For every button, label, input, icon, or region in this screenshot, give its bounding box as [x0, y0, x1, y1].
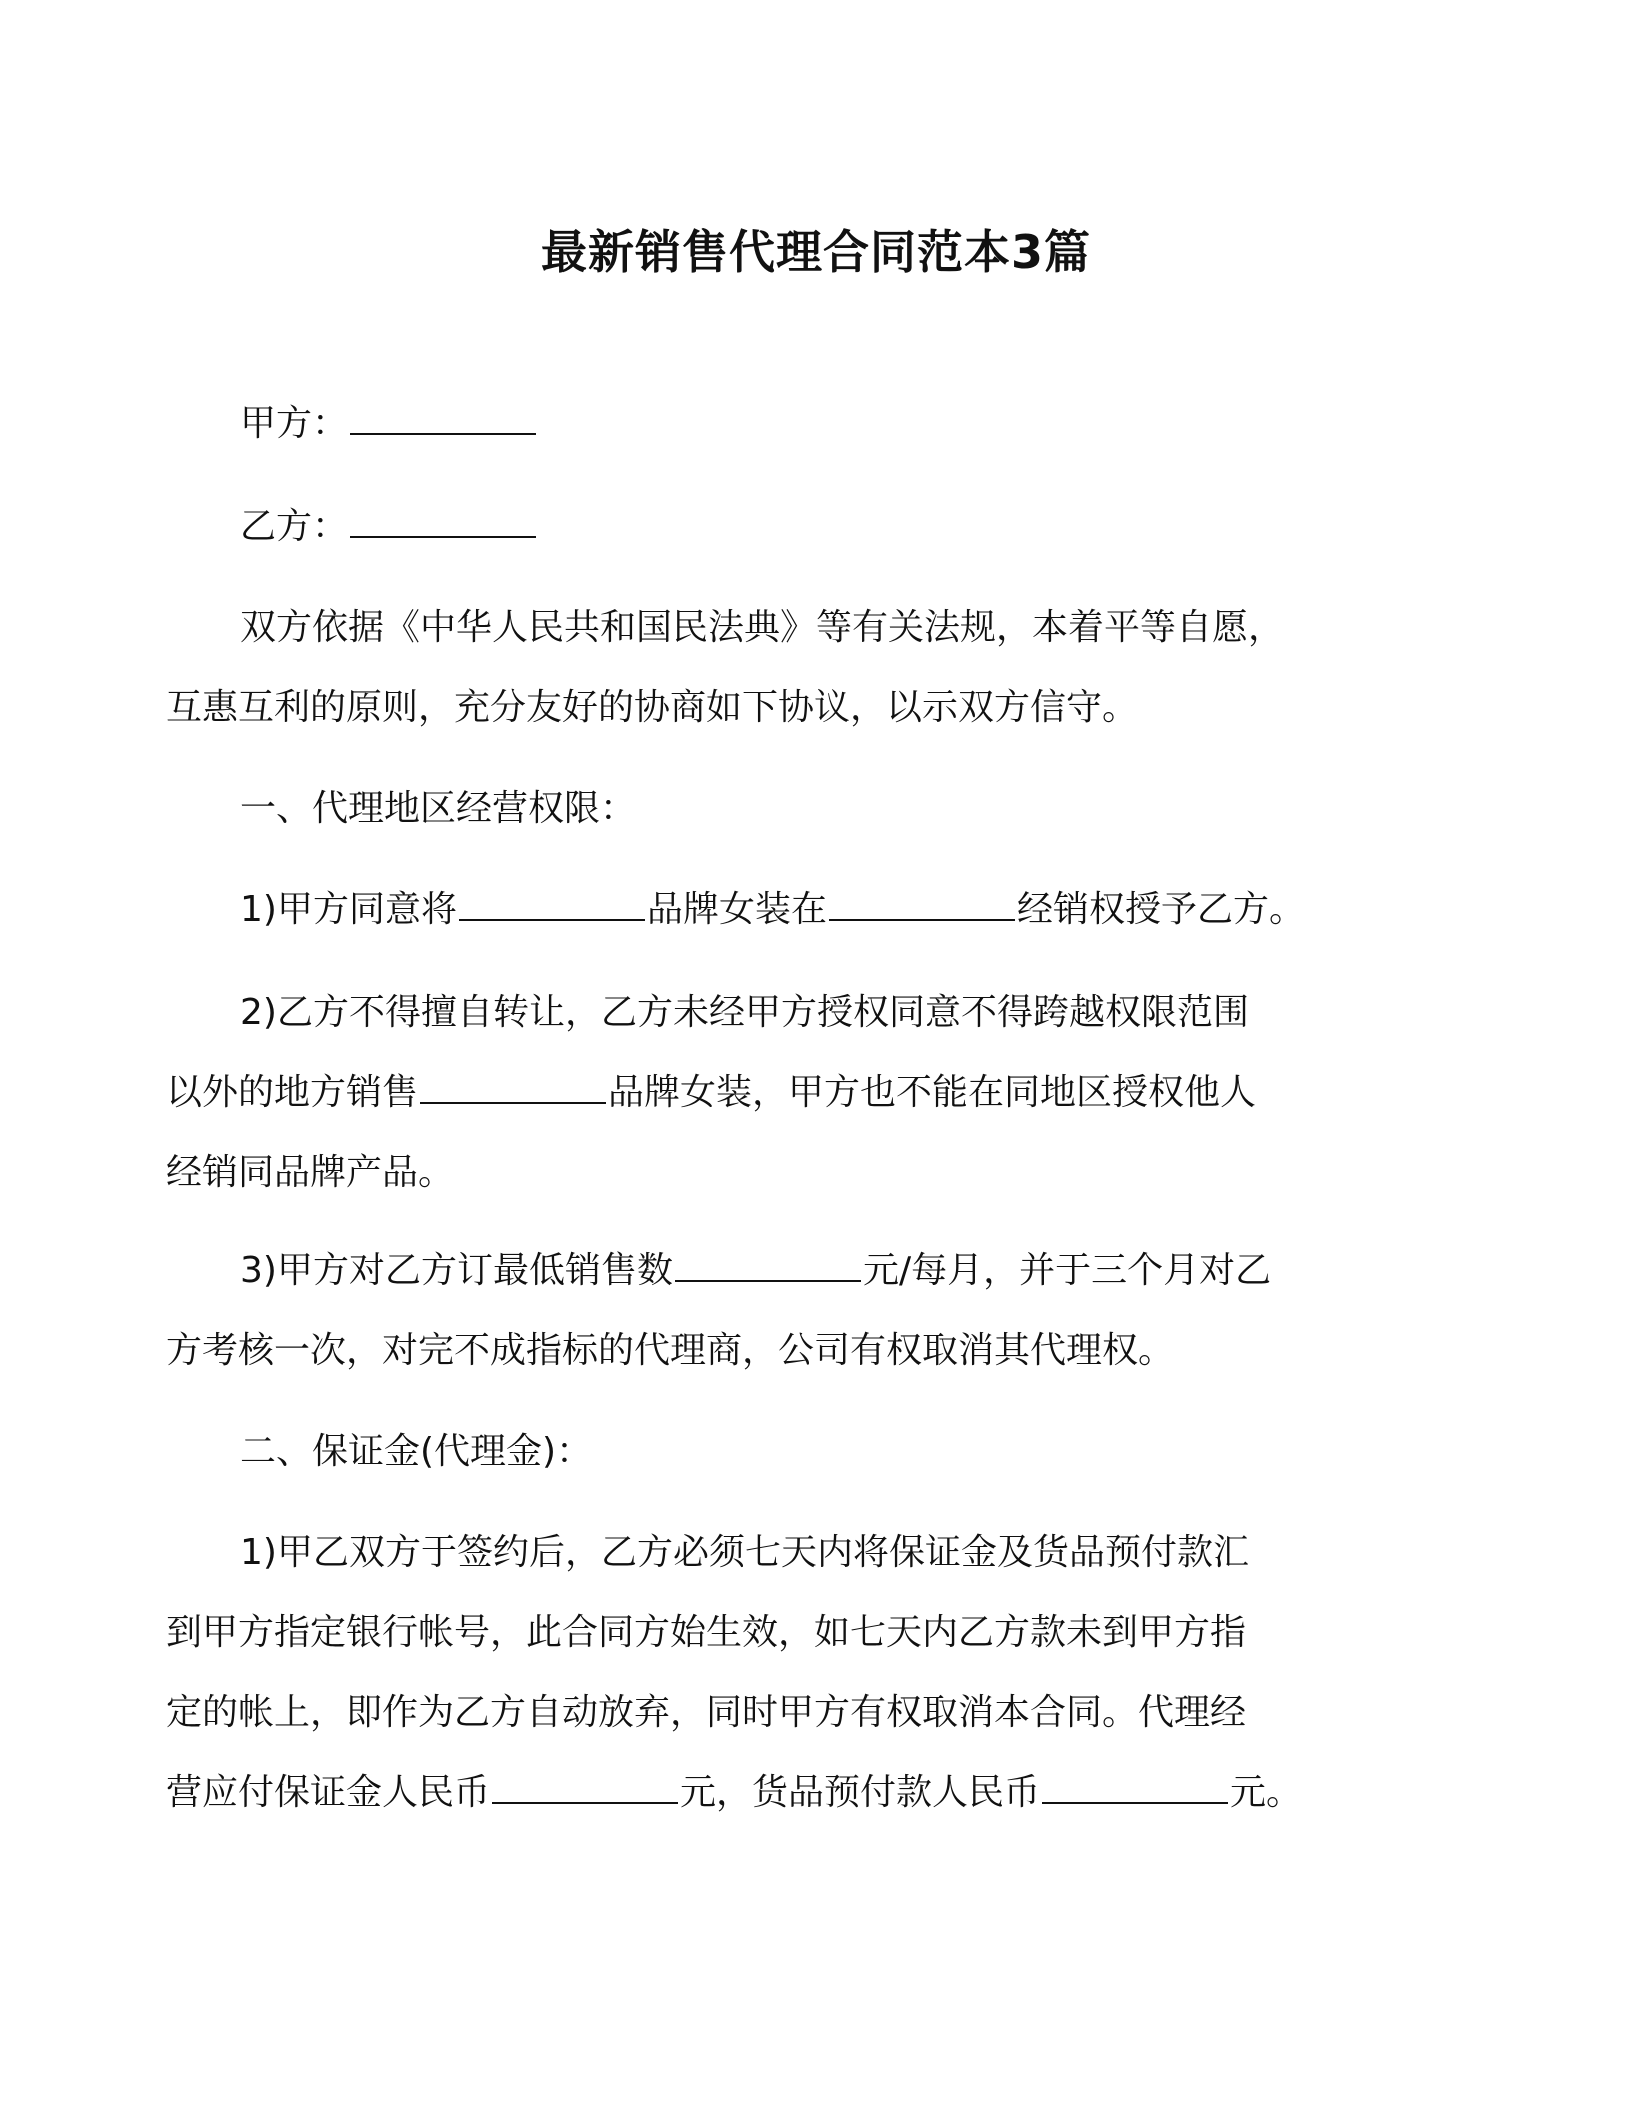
- section-1-item-3: [166, 1231, 1370, 1391]
- brand-blank: [459, 887, 645, 921]
- s1i3-line-2: 方考核一次，对完不成指标的代理商，公司有权取消其代理权。: [166, 1330, 1175, 1371]
- deposit-blank: [492, 1770, 678, 1804]
- s1i2-line-1: 2)乙方不得擅自转让，乙方未经甲方授权同意不得跨越权限范围: [240, 992, 1249, 1033]
- s1i2-line-2: [166, 1053, 1370, 1133]
- s1i1-text-3: 经销权授予乙方。: [1016, 889, 1305, 930]
- prepayment-blank: [1042, 1770, 1228, 1804]
- s1i3-line-1: [240, 1231, 1370, 1311]
- min-sales-blank: [675, 1248, 861, 1282]
- s2i1-line-2: 到甲方指定银行帐号，此合同方始生效，如七天内乙方款未到甲方指: [166, 1612, 1247, 1653]
- s2i1-line-4-text-3: 元。: [1230, 1772, 1303, 1813]
- intro-line-1: 双方依据《中华人民共和国民法典》等有关法规，本着平等自愿，: [240, 607, 1285, 648]
- s1i1-text-1: 1)甲方同意将: [240, 889, 457, 930]
- section-1-item-2: [166, 973, 1370, 1213]
- party-a-line: [240, 384, 1370, 464]
- section-2-heading: 二、保证金(代理金)：: [240, 1431, 593, 1472]
- party-b-label: 乙方：: [240, 506, 349, 547]
- intro-line-2: 互惠互利的原则，充分友好的协商如下协议，以示双方信守。: [166, 687, 1139, 728]
- region-blank: [829, 887, 1015, 921]
- brand-blank-2: [420, 1070, 606, 1104]
- s1i3-line-1-text-1: 3)甲方对乙方订最低销售数: [240, 1250, 673, 1291]
- s2i1-line-4-text-2: 元，货品预付款人民币: [680, 1772, 1041, 1813]
- intro-paragraph: [166, 588, 1370, 748]
- s1i2-line-2-text-1: 以外的地方销售: [166, 1072, 419, 1113]
- party-a-blank: [350, 401, 536, 435]
- s1i2-line-2-text-2: 品牌女装，甲方也不能在同地区授权他人: [608, 1072, 1257, 1113]
- s1i3-line-1-text-2: 元/每月，并于三个月对乙: [862, 1250, 1272, 1291]
- s1i2-line-3: 经销同品牌产品。: [166, 1152, 455, 1193]
- section-1-item-1: [240, 870, 1370, 950]
- section-1-heading: 一、代理地区经营权限：: [240, 788, 637, 829]
- s2i1-line-4: [166, 1753, 1370, 1833]
- section-2-item-1: [166, 1513, 1370, 1833]
- party-b-blank: [350, 504, 536, 538]
- s2i1-line-1: 1)甲乙双方于签约后，乙方必须七天内将保证金及货品预付款汇: [240, 1532, 1249, 1573]
- s1i1-text-2: 品牌女装在: [646, 889, 827, 930]
- party-b-line: [240, 487, 1370, 567]
- s2i1-line-3: 定的帐上，即作为乙方自动放弃，同时甲方有权取消本合同。代理经: [166, 1692, 1247, 1733]
- party-a-label: 甲方：: [240, 403, 349, 444]
- document-title: 最新销售代理合同范本3篇: [540, 225, 1091, 279]
- s2i1-line-4-text-1: 营应付保证金人民币: [166, 1772, 491, 1813]
